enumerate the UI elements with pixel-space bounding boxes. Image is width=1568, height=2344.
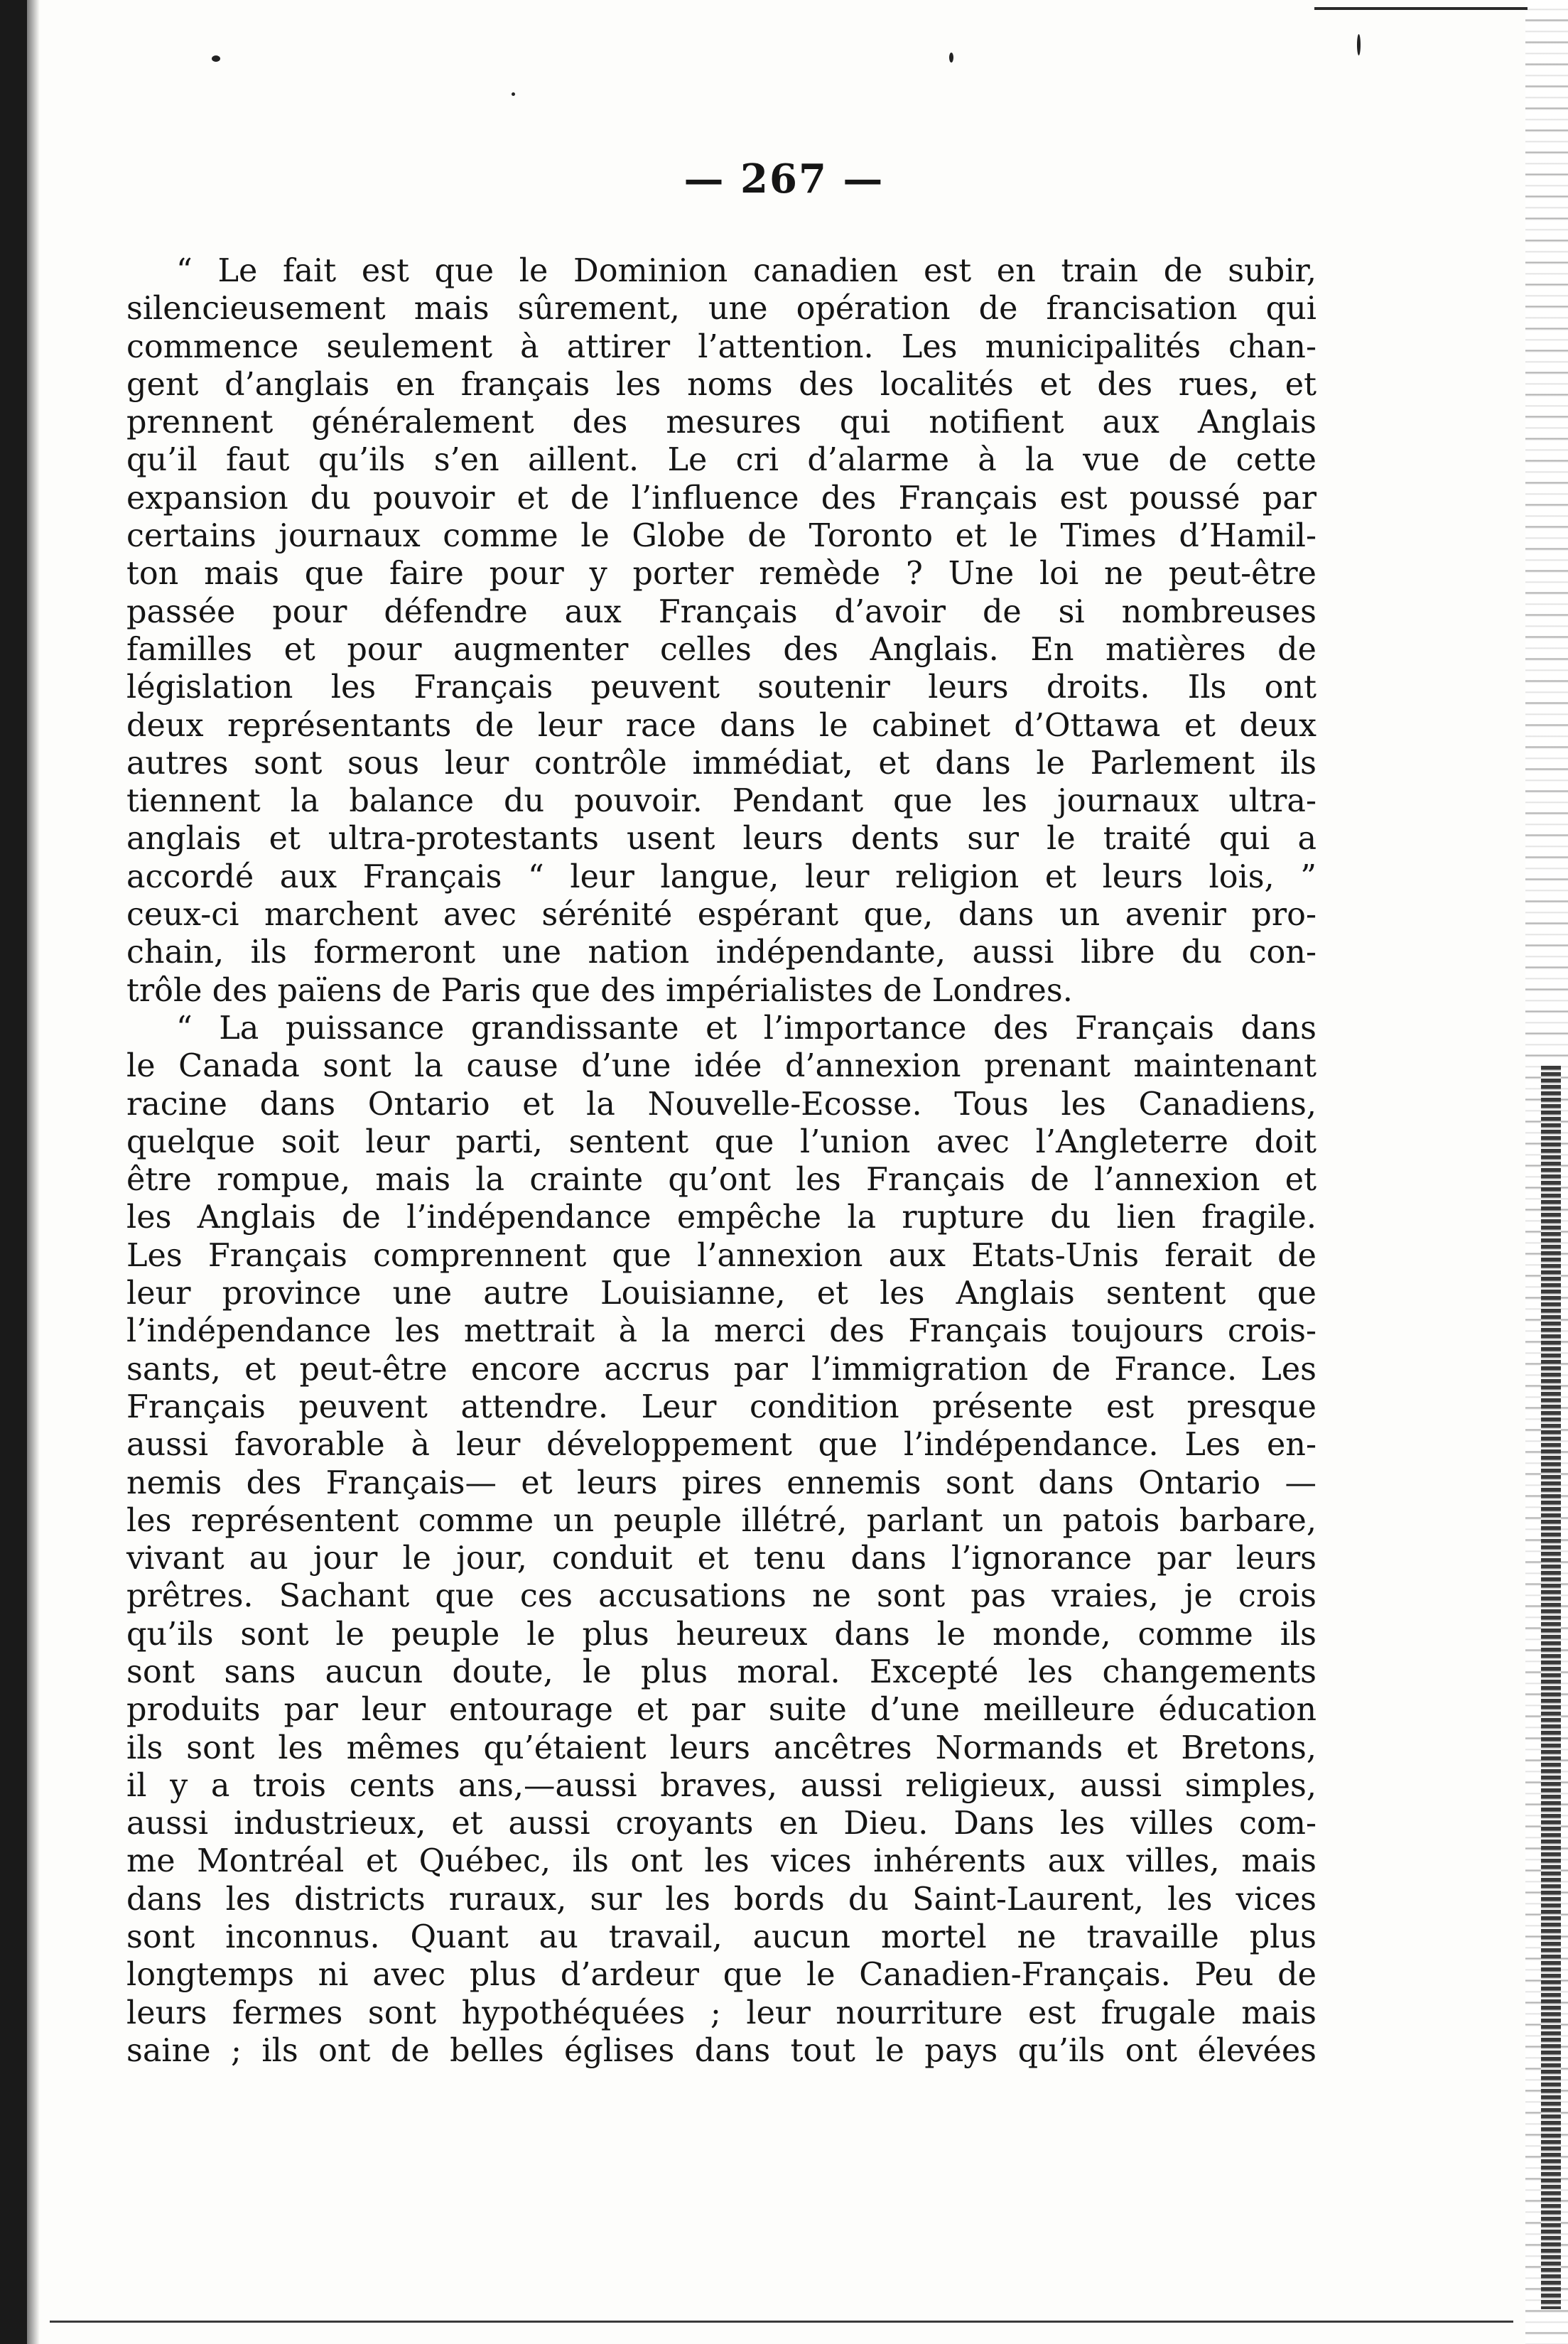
text-line: nemis des Français— et leurs pires ennemis sont dans Ontario — [126, 1464, 1316, 1501]
text-line: quelque soit leur parti, sentent que l’union avec l’Angleterre doit [126, 1123, 1316, 1160]
text-line: les représentent comme un peuple illétré, parlant un patois barbare, [126, 1502, 1316, 1539]
text-line: prennent généralement des mesures qui notifient aux Anglais [126, 404, 1316, 441]
text-line: Les Français comprennent que l’annexion aux Etats-Unis ferait de [126, 1237, 1316, 1274]
text-line: autres sont sous leur contrôle immédiat, et dans le Parlement ils [126, 745, 1316, 782]
page-edge-shadow [1541, 1066, 1561, 2309]
text-line: aussi industrieux, et aussi croyants en Dieu. Dans les villes com- [126, 1805, 1316, 1842]
text-line: ton mais que faire pour y porter remède ? Une loi ne peut-être [126, 556, 1316, 593]
page-number: — 267 — [683, 156, 885, 202]
scan-speck [949, 53, 953, 63]
text-line: il y a trois cents ans,—aussi braves, aussi religieux, aussi simples, [126, 1767, 1316, 1804]
scan-bottom-mark [50, 2321, 1513, 2323]
text-line: leur province une autre Louisianne, et les Anglais sentent que [126, 1275, 1316, 1312]
text-line: l’indépendance les mettrait à la merci des Français toujours crois- [126, 1313, 1316, 1350]
text-line: expansion du pouvoir et de l’influence des Français est poussé par [126, 480, 1316, 517]
text-line: Français peuvent attendre. Leur condition présente est presque [126, 1388, 1316, 1425]
text-line: anglais et ultra-protestants usent leurs dents sur le traité qui a [126, 821, 1316, 858]
scan-speck [1357, 34, 1361, 55]
text-line: être rompue, mais la crainte qu’ont les Français de l’annexion et [126, 1162, 1316, 1199]
text-line: le Canada sont la cause d’une idée d’annexion prenant maintenant [126, 1048, 1316, 1085]
text-line: passée pour défendre aux Français d’avoir de si nombreuses [126, 593, 1316, 630]
text-line: sont inconnus. Quant au travail, aucun mortel ne travaille plus [126, 1919, 1316, 1956]
page-binding-fade [27, 0, 40, 2344]
text-line: dans les districts ruraux, sur les bords du Saint-Laurent, les vices [126, 1881, 1316, 1918]
page-binding-shadow [0, 0, 27, 2344]
scan-speck [512, 92, 515, 96]
text-line: ceux-ci marchent avec sérénité espérant que, dans un avenir pro- [126, 897, 1316, 934]
text-line: législation les Français peuvent soutenir leurs droits. Ils ont [126, 669, 1316, 706]
text-line: accordé aux Français “ leur langue, leur religion et leurs lois, ” [126, 858, 1316, 895]
text-line: qu’ils sont le peuple le plus heureux dans le monde, comme ils [126, 1616, 1316, 1653]
text-line: vivant au jour le jour, conduit et tenu dans l’ignorance par leurs [126, 1540, 1316, 1577]
text-line: qu’il faut qu’ils s’en aillent. Le cri d’alarme à la vue de cette [126, 442, 1316, 479]
text-line: produits par leur entourage et par suite d’une meilleure éducation [126, 1692, 1316, 1729]
text-line: “ La puissance grandissante et l’importance des Français dans [176, 1010, 1316, 1047]
text-line: chain, ils formeront une nation indépendante, aussi libre du con- [126, 934, 1316, 971]
text-line: tiennent la balance du pouvoir. Pendant que les journaux ultra- [126, 783, 1316, 820]
text-line: silencieusement mais sûrement, une opération de francisation qui [126, 291, 1316, 328]
text-line: prêtres. Sachant que ces accusations ne sont pas vraies, je crois [126, 1578, 1316, 1615]
text-line: sont sans aucun doute, le plus moral. Excepté les changements [126, 1653, 1316, 1690]
text-line: leurs fermes sont hypothéquées ; leur nourriture est frugale mais [126, 1994, 1316, 2031]
text-line: trôle des païens de Paris que des impérialistes de Londres. [126, 972, 1073, 1009]
text-line: aussi favorable à leur développement que l’indépendance. Les en- [126, 1427, 1316, 1464]
text-line: deux représentants de leur race dans le cabinet d’Ottawa et deux [126, 707, 1316, 744]
text-line: ils sont les mêmes qu’étaient leurs ancêtres Normands et Bretons, [126, 1729, 1316, 1766]
text-line: certains journaux comme le Globe de Toronto et le Times d’Hamil- [126, 518, 1316, 555]
text-line: les Anglais de l’indépendance empêche la rupture du lien fragile. [126, 1199, 1316, 1236]
text-line: longtemps ni avec plus d’ardeur que le Canadien-Français. Peu de [126, 1957, 1316, 1994]
body-text [126, 252, 1316, 2070]
text-line: familles et pour augmenter celles des Anglais. En matières de [126, 631, 1316, 668]
text-line: commence seulement à attirer l’attention. Les municipalités chan- [126, 328, 1316, 365]
text-line: me Montréal et Québec, ils ont les vices inhérents aux villes, mais [126, 1843, 1316, 1880]
scan-top-mark [1314, 7, 1528, 10]
text-line: racine dans Ontario et la Nouvelle-Ecosse. Tous les Canadiens, [126, 1086, 1316, 1123]
text-line: gent d’anglais en français les noms des localités et des rues, et [126, 366, 1316, 403]
text-line: sants, et peut-être encore accrus par l’immigration de France. Les [126, 1351, 1316, 1388]
text-line: saine ; ils ont de belles églises dans tout le pays qu’ils ont élevées [126, 2032, 1316, 2069]
text-line: “ Le fait est que le Dominion canadien est en train de subir, [176, 253, 1316, 289]
scan-speck [212, 55, 220, 62]
